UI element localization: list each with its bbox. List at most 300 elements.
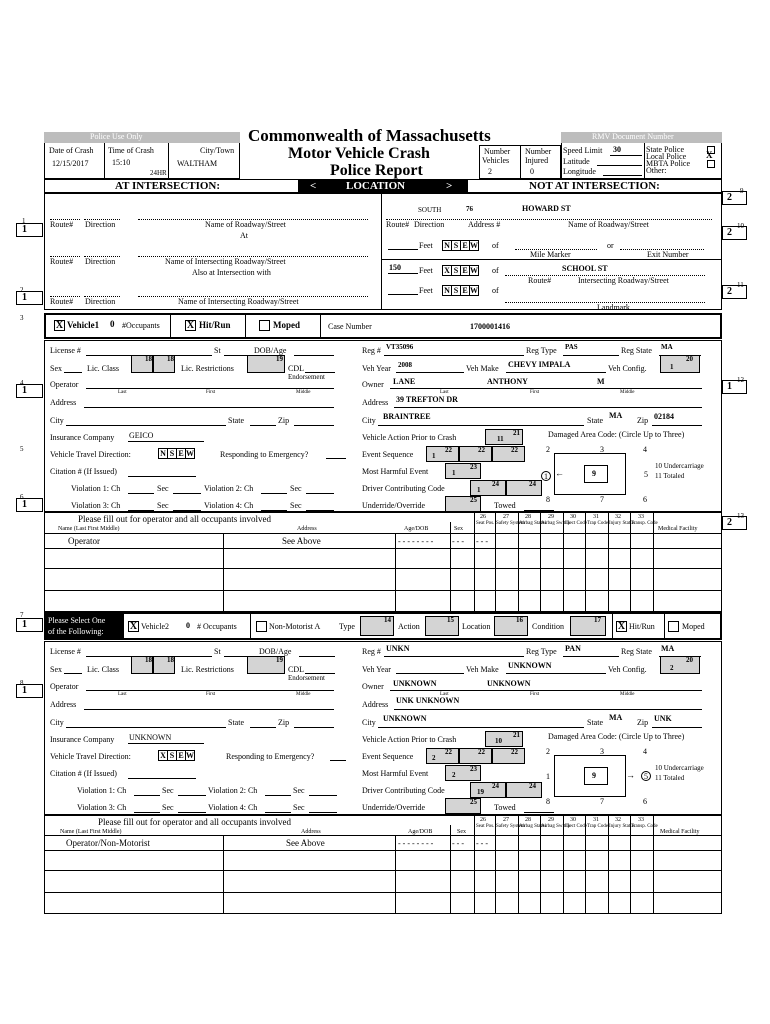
form-line — [84, 709, 334, 710]
form-box — [44, 815, 722, 914]
location-e: E — [460, 240, 470, 251]
v1-viol1: Violation 1: Ch — [77, 786, 127, 795]
header-sp-mbta: MBTA Police — [646, 159, 691, 168]
v1-b20: 20 — [686, 656, 693, 664]
v1-make: Veh Make — [466, 665, 499, 674]
v1-dmg: Damaged Area Code: (Circle Up to Three) — [548, 430, 685, 439]
form-line — [128, 510, 154, 511]
v1-year: Veh Year — [362, 665, 391, 674]
v1-contrib-value[interactable]: 1 — [477, 486, 481, 494]
location-e: E — [176, 750, 186, 761]
v1-ins: Insurance Company — [50, 735, 115, 744]
v1-d9: 9 — [592, 771, 596, 780]
v1-event-seq-value[interactable]: 1 — [432, 452, 436, 460]
v1-moped-checkbox[interactable] — [259, 320, 270, 331]
case-number-value[interactable]: 1700001416 — [470, 322, 510, 331]
v2-reg-value[interactable]: UNKN — [386, 644, 410, 653]
v1-config: Veh Config. — [608, 364, 647, 373]
column-divider — [518, 815, 519, 914]
occ1-h32: 32 — [615, 514, 621, 520]
v1-viol3: Violation 3: Ch — [77, 803, 127, 812]
column-divider — [104, 143, 105, 179]
form-line — [652, 425, 702, 426]
code-box-8[interactable]: 1 — [22, 685, 27, 696]
occ1-h28: 28 — [525, 817, 531, 823]
location-loc-left: < — [310, 180, 317, 192]
code-field — [492, 446, 525, 462]
location-s: S — [451, 285, 461, 296]
v1-viol2: Violation 2: Ch — [204, 484, 254, 493]
form-line — [378, 727, 584, 728]
vehicle1-checkbox[interactable]: X — [55, 320, 64, 331]
vehicle2-checkbox[interactable]: X — [129, 621, 138, 632]
occ1-dashes3: - - - — [476, 537, 488, 546]
v1-hitrun: Hit/Run — [199, 320, 231, 330]
code-box-12[interactable]: 1 — [727, 381, 732, 392]
v1-owner-last[interactable]: LANE — [393, 377, 416, 386]
v1-d2: 2 — [546, 747, 550, 756]
at-intersection-heading: AT INTERSECTION: — [115, 180, 221, 192]
occ1-h31: 31 — [593, 514, 599, 520]
form-line — [66, 425, 226, 426]
v1-b24b: 24 — [529, 480, 536, 488]
column-divider — [474, 815, 475, 914]
occ1-h27b: Safety System — [496, 521, 525, 526]
v1-city: City — [362, 416, 376, 425]
v1-zip: Zip — [637, 718, 649, 727]
location-s: S — [167, 448, 177, 459]
direction-boxes — [158, 750, 194, 761]
form-line — [396, 673, 464, 674]
v2-owner-first[interactable]: UNKNOWN — [487, 679, 531, 688]
v2-owner-last[interactable]: UNKNOWN — [393, 679, 437, 688]
form-box — [16, 291, 43, 305]
form-line — [265, 795, 291, 796]
code-field — [660, 656, 700, 674]
column-divider — [245, 314, 246, 338]
v1-make-value[interactable]: CHEVY IMPALA — [508, 360, 571, 369]
v1-travel: Vehicle Travel Direction: — [50, 752, 131, 761]
form-subtitle2: Police Report — [330, 162, 423, 179]
occ1-h27: 27 — [503, 514, 509, 520]
code-field — [660, 355, 700, 373]
column-divider — [653, 815, 654, 914]
v1-st: St — [214, 647, 221, 656]
v1-b22c: 22 — [511, 748, 518, 756]
v2-owner-address[interactable]: UNK UNKNOWN — [396, 696, 460, 705]
v1-regstate: Reg State — [621, 346, 652, 355]
v1-b24a: 24 — [492, 480, 499, 488]
direction-boxes — [442, 240, 478, 251]
time-format: 24HR — [150, 169, 167, 177]
v1-d11: 11 Totaled — [655, 472, 685, 480]
v1-lic-class: Lic. Class — [87, 665, 119, 674]
sel2-b17: 17 — [594, 616, 601, 624]
v2-insurance-value[interactable]: UNKNOWN — [129, 733, 172, 742]
v2-owner-city[interactable]: UNKNOWN — [383, 714, 427, 723]
v1-last: Last — [118, 390, 127, 395]
v1-travel: Vehicle Travel Direction: — [50, 450, 131, 459]
location-route-label: Route# — [50, 220, 74, 229]
v1-occupants-value[interactable]: 0 — [110, 319, 115, 329]
arrow-right-icon: → — [626, 770, 635, 780]
v2-regtype-value[interactable]: PAN — [565, 644, 581, 653]
direction-x-mark: X — [442, 265, 452, 276]
sel2-moped: Moped — [682, 622, 705, 631]
feet-value[interactable]: 150 — [389, 263, 401, 272]
v1-operator: Operator — [50, 380, 79, 389]
code-box-4[interactable]: 1 — [22, 385, 27, 396]
occ1-h30: 30 — [570, 817, 576, 823]
v1-regtype-value[interactable]: PAS — [565, 343, 578, 351]
column-divider — [168, 143, 169, 179]
location-feet-label: Feet — [419, 241, 433, 250]
time-value[interactable]: 15:10 — [112, 158, 131, 167]
v2-config-value[interactable]: 2 — [670, 664, 674, 672]
occ1-h33b: Transp. Code — [631, 521, 658, 526]
v1-regtype: Reg Type — [526, 346, 557, 355]
v2-make-value[interactable]: UNKNOWN — [508, 661, 552, 670]
form-line — [250, 425, 276, 426]
v1-cdl: CDL — [288, 665, 304, 674]
form-line — [44, 590, 722, 591]
form-line — [44, 568, 722, 569]
code-box-7[interactable]: 1 — [22, 619, 27, 630]
code-box-6[interactable]: 1 — [22, 499, 27, 510]
v2-owner-state[interactable]: MA — [609, 713, 623, 722]
v1-city: City — [50, 718, 64, 727]
location-heading: LOCATION — [346, 180, 406, 192]
v1-owner-first[interactable]: ANTHONY — [487, 377, 528, 386]
code-field — [426, 748, 459, 764]
v1-middle: Middle — [296, 692, 311, 697]
code-field — [459, 446, 492, 462]
v2-b18b: 18 — [167, 656, 174, 664]
location-n: N — [442, 240, 452, 251]
v1-address: Address — [362, 700, 389, 709]
v1-action-value[interactable]: 11 — [497, 435, 504, 443]
occ1-h30b: Eject Code — [565, 521, 588, 526]
v2-hitrun-checkbox[interactable]: X — [617, 621, 626, 632]
location-direction-label: Direction — [414, 220, 445, 229]
time-label: Time of Crash — [108, 146, 154, 155]
v1-b25: 25 — [470, 798, 477, 806]
form-line — [309, 795, 337, 796]
v1-b20: 20 — [686, 355, 693, 363]
v1-lic-restr: Lic. Restrictions — [181, 364, 234, 373]
v1-city: City — [362, 718, 376, 727]
num-injured-value[interactable]: 0 — [530, 167, 534, 176]
form-line — [326, 458, 346, 459]
occ1-h31b: Trap Code — [587, 521, 609, 526]
v2-damage-circled-5: 5 — [641, 771, 651, 781]
location-direction-label: Direction — [85, 297, 116, 306]
form-line — [381, 259, 722, 260]
form-line — [603, 175, 642, 176]
column-divider — [664, 613, 665, 639]
v1-hitrun-checkbox[interactable]: X — [186, 320, 195, 331]
v1-year: Veh Year — [362, 364, 391, 373]
occ1-h26b: Seat Pos. — [476, 824, 495, 829]
v2-contrib-value[interactable]: 19 — [477, 788, 484, 796]
sel2-condition: Condition — [532, 622, 565, 631]
arrow-left-icon: ← — [555, 468, 564, 478]
form-line — [44, 533, 722, 534]
occ1-h32: 32 — [615, 817, 621, 823]
v1-dob: DOB/Age — [259, 647, 292, 656]
form-title: Commonwealth of Massachusetts — [248, 126, 491, 145]
v1-d7: 7 — [600, 797, 604, 806]
form-line — [134, 812, 160, 813]
column-divider — [395, 835, 396, 914]
form-line — [299, 656, 335, 657]
code-field — [492, 748, 525, 764]
code-box-10[interactable]: 2 — [727, 227, 732, 238]
v1-owner-state[interactable]: MA — [609, 411, 623, 420]
codes-n4: 4 — [20, 379, 24, 387]
header-sp-state: State Police — [646, 145, 684, 154]
form-line — [306, 510, 334, 511]
v1-insurance-value[interactable]: GEICO — [129, 431, 154, 440]
form-line — [388, 249, 418, 250]
location-w: W — [470, 241, 478, 250]
occ1-see-above: See Above — [286, 838, 325, 848]
header-lat-label: Latitude — [563, 157, 590, 166]
v1-zip: Zip — [278, 718, 290, 727]
form-line — [388, 294, 418, 295]
v1-viol4: Violation 4: Ch — [204, 501, 254, 510]
v1-viol1: Violation 1: Ch — [71, 484, 121, 493]
v1-sec: Sec — [162, 803, 174, 812]
location-of-label: of — [492, 286, 499, 295]
column-divider — [540, 815, 541, 914]
city-label: City/Town — [200, 146, 235, 155]
v1-d4: 4 — [643, 747, 647, 756]
location-e: E — [176, 448, 186, 459]
sel2-nonmotor: Non-Motorist A — [269, 622, 321, 631]
form-line — [390, 388, 702, 389]
column-divider — [630, 815, 631, 914]
form-line — [261, 493, 287, 494]
v2-owner-zip[interactable]: UNK — [654, 714, 672, 723]
intersecting-road-value[interactable]: SCHOOL ST — [562, 264, 608, 273]
column-divider — [381, 193, 382, 310]
v1-dob: DOB/Age — [254, 346, 287, 355]
v1-middle: Middle — [620, 390, 635, 395]
v2-direction-x: X — [158, 750, 168, 761]
location-w: W — [470, 286, 478, 295]
column-divider — [170, 314, 171, 338]
v1-d3: 3 — [600, 445, 604, 454]
location-int-road-label: Name of Intersecting Roadway/Street — [165, 257, 286, 266]
v2-occupants-value[interactable]: 0 — [186, 621, 190, 630]
location-exit-number: Exit Number — [647, 250, 689, 259]
form-line — [66, 727, 226, 728]
location-direction-label: Direction — [85, 257, 116, 266]
v1-b21: 21 — [513, 731, 520, 739]
v1-emerg: Responding to Emergency? — [226, 752, 315, 761]
v1-b19: 19 — [276, 355, 283, 363]
column-divider — [540, 512, 541, 612]
column-divider — [563, 512, 564, 612]
v1-harmful-value[interactable]: 1 — [452, 469, 456, 477]
v1-config-value[interactable]: 1 — [670, 363, 674, 371]
v1-sec: Sec — [293, 786, 305, 795]
v1-owner: Owner — [362, 380, 384, 389]
location-s: S — [451, 240, 461, 251]
v1-owner-city[interactable]: BRAINTREE — [383, 412, 431, 421]
occ1-h31: 31 — [593, 817, 599, 823]
occ1-h27b: Safety System — [496, 824, 525, 829]
v1-address: Address — [362, 398, 389, 407]
form-line — [506, 673, 606, 674]
occ1-name-hdr: Name (Last First Middle) — [58, 526, 120, 532]
occ1-h29: 29 — [548, 817, 554, 823]
form-box — [722, 380, 747, 394]
v1-b22a: 22 — [445, 446, 452, 454]
v1-last: Last — [440, 390, 449, 395]
form-box — [16, 684, 43, 698]
v1-b23: 23 — [470, 463, 477, 471]
code-box-11[interactable]: 2 — [727, 286, 732, 297]
v2-b19: 19 — [276, 656, 283, 664]
occ1-h29: 29 — [548, 514, 554, 520]
sel2-b14: 14 — [384, 616, 391, 624]
column-divider — [653, 512, 654, 612]
route-direction-value[interactable]: SOUTH — [418, 206, 442, 214]
form-line — [44, 850, 722, 851]
v2-b18a: 18 — [145, 656, 152, 664]
local-police-checkbox[interactable]: X — [706, 150, 713, 160]
column-divider — [320, 314, 321, 338]
location-route-label: Route# — [50, 257, 74, 266]
location-of-label: of — [492, 266, 499, 275]
sel2-action: Action — [398, 622, 420, 631]
police-use-label: Police Use Only — [90, 132, 143, 141]
v1-owner-middle[interactable]: M — [597, 377, 605, 386]
sel2-veh2: Vehicle2 — [141, 622, 169, 631]
location-landmark: Landmark — [597, 303, 630, 312]
v1-d5: 5 — [644, 470, 648, 479]
v1-towed: Towed — [494, 803, 516, 812]
sel2-type: Type — [339, 622, 355, 631]
date-value[interactable]: 12/15/2017 — [52, 159, 89, 168]
location-feet-label: Feet — [419, 286, 433, 295]
v2-regstate-value[interactable]: MA — [661, 644, 675, 653]
location-e: E — [460, 285, 470, 296]
v1-viol4: Violation 4: Ch — [208, 803, 258, 812]
v1-citation: Citation # (If Issued) — [50, 769, 117, 778]
v1-last: Last — [118, 692, 127, 697]
code-box-13[interactable]: 2 — [727, 517, 732, 528]
codes-n10: 10 — [737, 222, 744, 230]
num-vehicles-value[interactable]: 2 — [488, 167, 492, 176]
code-box-2[interactable]: 1 — [22, 292, 27, 303]
location-of-label: of — [492, 241, 499, 250]
column-divider — [450, 522, 451, 612]
form-line — [563, 656, 619, 657]
v1-event-seq: Event Sequence — [362, 450, 414, 459]
occ1-dashes1: - - - - - - - - — [398, 537, 434, 546]
occ1-fill: Please fill out for operator and all occupants involved — [98, 817, 291, 827]
location-int-road-label: Name of Intersecting Roadway/Street — [178, 297, 299, 306]
v1-first: First — [530, 692, 540, 697]
v1-d4: 4 — [643, 445, 647, 454]
non-motorist-checkbox[interactable] — [256, 621, 267, 632]
codes-c7: 7 — [20, 611, 24, 619]
codes-n11: 11 — [737, 281, 744, 289]
form-line — [44, 835, 722, 836]
v1-contrib: Driver Contributing Code — [362, 786, 445, 795]
v2-moped-checkbox[interactable] — [668, 621, 679, 632]
v1-case-label: Case Number — [328, 322, 372, 331]
form-line — [652, 727, 702, 728]
v1-reg: Reg # — [362, 647, 381, 656]
city-value[interactable]: WALTHAM — [177, 159, 218, 168]
form-line — [378, 425, 584, 426]
v1-reg-value[interactable]: VT35096 — [386, 343, 414, 351]
header-nveh-label1: Number — [484, 147, 511, 156]
mbta-police-checkbox[interactable] — [707, 160, 715, 168]
v2-action-value[interactable]: 10 — [495, 737, 502, 745]
location-s: S — [451, 265, 461, 276]
column-divider — [563, 815, 564, 914]
v2-event-seq-value[interactable]: 2 — [432, 754, 436, 762]
v1-regstate-value[interactable]: MA — [661, 343, 673, 351]
location-addr-label: Address # — [468, 220, 501, 229]
form-line — [306, 493, 334, 494]
v1-operator: Operator — [50, 682, 79, 691]
v1-owner-address[interactable]: 39 TREFTON DR — [396, 395, 458, 404]
location-w: W — [186, 449, 194, 458]
codes-n2: 2 — [20, 286, 24, 294]
v1-year-value[interactable]: 2008 — [398, 361, 412, 369]
code-box-9[interactable]: 2 — [727, 192, 732, 203]
occ1-h29b: Airbag Switch — [541, 521, 571, 526]
v1-b21: 21 — [513, 429, 520, 437]
v1-viol2: Violation 2: Ch — [208, 786, 258, 795]
form-line — [384, 656, 524, 657]
sel2-location: Location — [462, 622, 491, 631]
occ1-h28b: Airbag Status — [519, 521, 547, 526]
occ1-dashes2: - - - — [452, 839, 464, 848]
v1-regstate: Reg State — [621, 647, 652, 656]
form-line — [128, 778, 196, 779]
roadway-value[interactable]: HOWARD ST — [522, 204, 571, 213]
codes-c5: 5 — [20, 445, 24, 453]
occ1-h32b: Injury Status — [609, 824, 635, 829]
header-sp-other: Other: — [646, 166, 667, 175]
v1-state: State — [228, 718, 244, 727]
occ1-age: Age/DOB — [408, 829, 433, 835]
header-ninj-label1: Number — [525, 147, 552, 156]
speed-limit-value[interactable]: 30 — [613, 145, 621, 154]
address-number-value[interactable]: 76 — [466, 205, 473, 213]
form-line — [390, 690, 702, 691]
v2-harmful-value[interactable]: 2 — [452, 771, 456, 779]
code-box-1[interactable]: 1 — [22, 224, 27, 235]
v1-endorse: Endorsement — [288, 373, 325, 381]
v1-b22a: 22 — [445, 748, 452, 756]
operator-nonmotorist-row-label: Operator/Non-Motorist — [66, 838, 150, 848]
form-line — [64, 673, 82, 674]
form-line — [178, 812, 206, 813]
v1-sel-label: Vehicle1 — [67, 320, 100, 330]
code-field — [459, 748, 492, 764]
column-divider — [612, 613, 613, 639]
occ1-fill: Please fill out for operator and all occupants involved — [78, 514, 271, 524]
v1-owner-zip[interactable]: 02184 — [654, 412, 674, 421]
